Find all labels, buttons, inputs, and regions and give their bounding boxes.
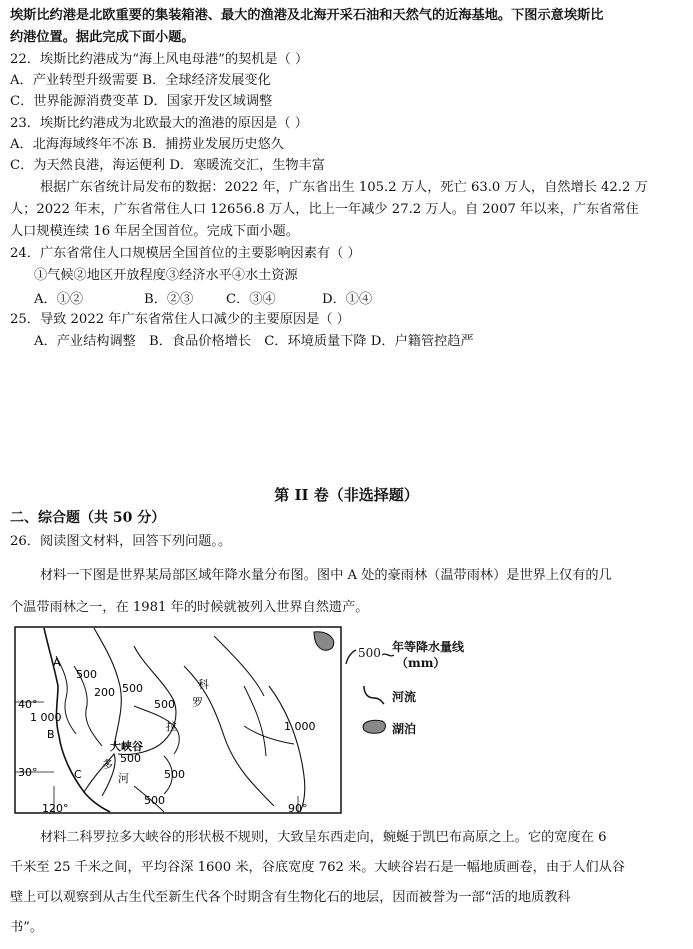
q24-option-b: B．②③: [144, 292, 194, 307]
intro-line-1: 埃斯比约港是北欧重要的集装箱港、最大的渔港及北海开采石油和天然气的近海基地。下图示意埃斯比: [10, 8, 604, 23]
material2-line-3: 壁上可以观察到从古生代至新生代各个时期含有生物化石的地层，因而被誉为一部“活的地质教科: [10, 890, 571, 905]
q23-options-cd: C．为天然良港，海运便利 D．寒暖流交汇，生物丰富: [10, 158, 325, 173]
map-label-b: B: [47, 728, 55, 741]
q24-option-a: A．①②: [34, 292, 84, 307]
legend-isohyet-title: 年等降水量线: [392, 640, 465, 654]
map-label-c: C: [74, 768, 82, 781]
intro-line-2: 约港位置。据此完成下面小题。: [10, 30, 195, 45]
map-iso-500b: 500: [122, 682, 143, 695]
map-lat-40: 40°: [18, 698, 38, 711]
legend-river-label: 河流: [392, 690, 417, 704]
map-iso-1000b: 1 000: [284, 720, 316, 733]
material2-line-4: 书”。: [10, 920, 44, 935]
passage-line-3: 人口规模连续 16 年居全国首位。完成下面小题。: [10, 224, 299, 239]
legend-lake-symbol: [360, 718, 388, 736]
legend-isohyet-unit: （mm）: [396, 656, 446, 670]
q24-stem: 24．广东省常住人口规模居全国首位的主要影响因素有（ ）: [10, 246, 361, 261]
q25-options: A．产业结构调整 B．食品价格增长 C．环境质量下降 D．户籍管控趋严: [34, 334, 474, 349]
map-label-a: A: [53, 656, 61, 669]
q23-options-ab: A．北海海域终年不冻 B．捕捞业发展历史悠久: [10, 137, 284, 152]
map-iso-500e: 500: [164, 768, 185, 781]
q22-stem: 22．埃斯比约港成为“海上风电母港”的契机是（ ）: [10, 52, 309, 67]
map-river-char-2: 罗: [192, 696, 203, 709]
material1-line-1: 材料一下图是世界某局部区域年降水量分布图。图中 A 处的豪雨林（温带雨林）是世界上仅有的几: [40, 568, 612, 583]
section-heading: 二、综合题（共 50 分）: [10, 510, 166, 526]
q26-stem: 26．阅读图文材料，回答下列问题。。: [10, 534, 232, 549]
map-lon-120: 120°: [42, 802, 69, 815]
q24-factors: ①气候②地区开放程度③经济水平④水土资源: [34, 268, 298, 283]
map-lat-30: 30°: [18, 766, 38, 779]
map-river-char-5: 河: [118, 772, 129, 785]
map-river-char-1: 科: [198, 678, 209, 691]
legend-isohyet-symbol: [344, 646, 358, 666]
material2-line-1: 材料二科罗拉多大峡谷的形状极不规则，大致呈东西走向，蜿蜒于凯巴布高原之上。它的宽度在 6: [40, 830, 607, 845]
material2-line-2: 千米至 25 千米之间，平均谷深 1600 米，谷底宽度 762 米。大峡谷岩石是一幅地质画卷，由于人们从谷: [10, 860, 625, 875]
map-iso-500f: 500: [144, 794, 165, 807]
material1-line-2: 个温带雨林之一，在 1981 年的时候就被列入世界自然遗产。: [10, 600, 369, 615]
legend-river-symbol: [360, 684, 386, 706]
q22-options-cd: C．世界能源消费变革 D．国家开发区域调整: [10, 94, 273, 109]
map-iso-200: 200: [94, 686, 115, 699]
legend-lake-label: 湖泊: [392, 722, 417, 736]
map-iso-500c: 500: [154, 698, 175, 711]
passage-line-1: 根据广东省统计局发布的数据：2022 年，广东省出生 105.2 万人，死亡 63.0 万人，自然增长 42.2 万: [40, 180, 648, 195]
q24-option-c: C．③④: [226, 292, 276, 307]
legend-isohyet-value: 500: [358, 646, 381, 660]
precipitation-map: [14, 626, 344, 816]
part2-title: 第 II 卷（非选择题）: [274, 486, 419, 504]
q22-options-ab: A．产业转型升级需要 B．全球经济发展变化: [10, 73, 271, 88]
map-lon-90: 90°: [288, 802, 308, 815]
q23-stem: 23．埃斯比约港成为北欧最大的渔港的原因是（ ）: [10, 116, 308, 131]
map-label-canyon: 大峡谷: [110, 740, 143, 753]
map-iso-500a: 500: [76, 668, 97, 681]
passage-line-2: 人；2022 年末，广东省常住人口 12656.8 万人，比上一年减少 27.2 万人。自 2007 年以来，广东省常住: [10, 202, 639, 217]
map-iso-500d: 500: [120, 752, 141, 765]
map-iso-1000a: 1 000: [30, 711, 62, 724]
q24-option-d: D．①④: [322, 292, 373, 307]
map-river-char-3: 拉: [166, 720, 177, 733]
map-river-char-4: 多: [102, 758, 113, 771]
q25-stem: 25．导致 2022 年广东省常住人口减少的主要原因是（ ）: [10, 312, 350, 327]
